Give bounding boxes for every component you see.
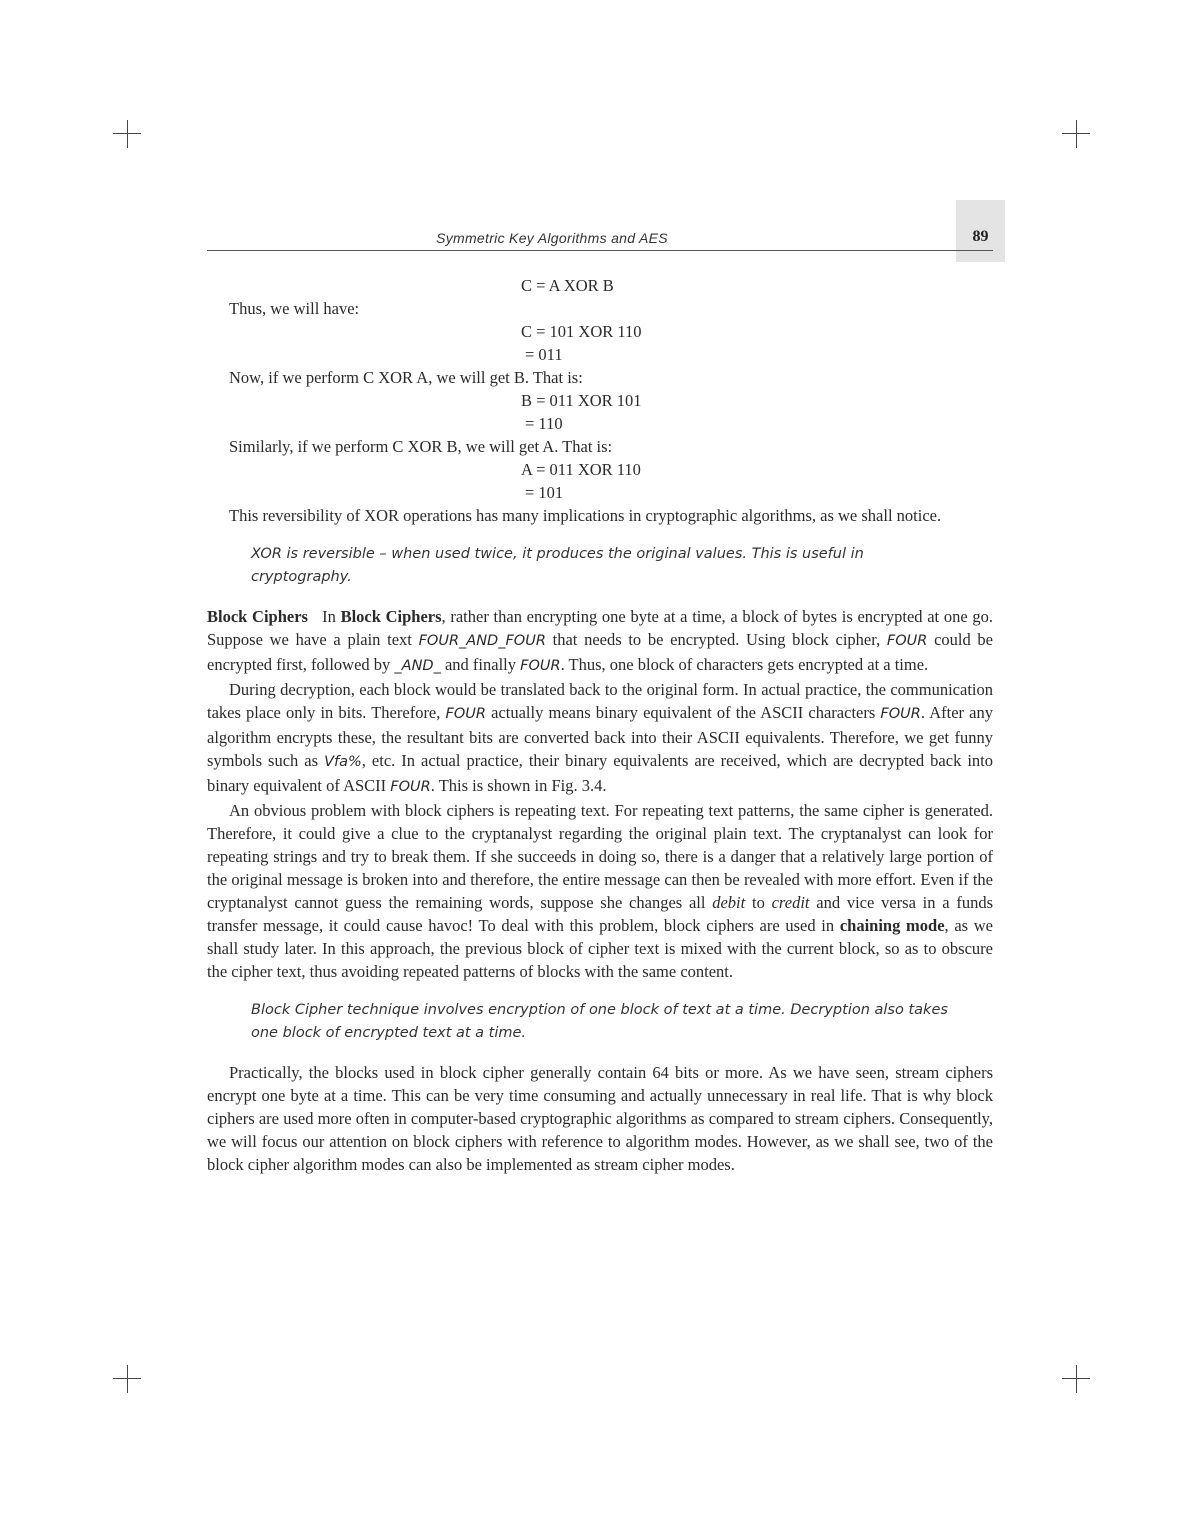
- section-heading: Block Ciphers: [207, 607, 308, 626]
- code-term: Vfa%: [324, 754, 362, 770]
- header-rule: [207, 250, 993, 251]
- paragraph-reversibility: This reversibility of XOR operations has many implications in cryptographic algorithms, as we shall notice.: [229, 506, 942, 525]
- code-term: FOUR_AND_FOUR: [418, 633, 546, 649]
- code-term: FOUR: [886, 633, 928, 649]
- equation-line: = 101: [525, 483, 564, 502]
- key-point-note: XOR is reversible – when used twice, it produces the original values. This is useful in cryptography.: [251, 546, 864, 585]
- lead-text: Thus, we will have:: [229, 299, 360, 318]
- equation-line: A = 011 XOR 110: [521, 460, 641, 479]
- italic-term: debit: [712, 893, 746, 912]
- code-term: FOUR: [520, 658, 561, 674]
- equation-line: B = 011 XOR 101: [521, 391, 642, 410]
- equation-line: = 110: [525, 414, 563, 433]
- bold-term: Block Ciphers: [340, 607, 442, 626]
- text-run: could be encrypted first, followed by: [207, 630, 993, 674]
- equation-line: = 011: [525, 345, 563, 364]
- page-body: [207, 274, 993, 1176]
- code-term: FOUR: [445, 706, 486, 722]
- crop-mark-top-right: [1062, 120, 1090, 148]
- text-run: . Thus, one block of characters gets encrypted at a time.: [560, 655, 929, 674]
- page-number: 89: [972, 228, 989, 245]
- paragraph-decryption: [207, 678, 993, 799]
- italic-term: credit: [771, 893, 810, 912]
- text-run: actually means binary equivalent of the ASCII characters: [491, 703, 876, 722]
- lead-text: Similarly, if we perform C XOR B, we will get A. That is:: [229, 437, 613, 456]
- code-term: FOUR: [880, 706, 921, 722]
- text-run: , rather than encrypting one byte at a time, a block of bytes is encrypted at one go. Suppose we have a plain text: [207, 607, 993, 649]
- text-run: . This is shown in Fig. 3.4.: [430, 776, 607, 795]
- text-run: that needs to be encrypted. Using block cipher,: [552, 630, 881, 649]
- text-run: During decryption, each block would be translated back to the original form. In actual practice, the communication takes place only in bits. Therefore,: [207, 680, 993, 722]
- crop-mark-bottom-right: [1062, 1365, 1090, 1393]
- running-title: Symmetric Key Algorithms and AES: [436, 230, 668, 246]
- paragraph-practically: Practically, the blocks used in block cipher generally contain 64 bits or more. As we have seen, stream ciphers encrypt one byte at a time. This can be very time consuming and actually unnecessary in real life. That is why block ciphers are used more often in computer-based cryptographic algorithms as compared to stream ciphers. Consequently, we will focus our attention on block ciphers with reference to algorithm modes. However, as we shall see, two of the block cipher algorithm modes can also be implemented as stream cipher modes.: [207, 1063, 993, 1174]
- key-point-note: Block Cipher technique involves encryption of one block of text at a time. Decryption also takes one block of encrypted text at a time.: [251, 1002, 948, 1041]
- crop-mark-top-left: [113, 120, 141, 148]
- paragraph-repeating-text: [207, 799, 993, 983]
- text-run: and finally: [444, 655, 516, 674]
- text-run: . After any algorithm encrypts these, the resultant bits are converted back into their ASCII equivalents. Therefore, we get funny symbols such as: [207, 703, 993, 770]
- text-run: , as we shall study later. In this approach, the previous block of cipher text is mixed with the current block, so as to obscure the cipher text, thus avoiding repeated patterns of blocks with the same content.: [207, 916, 993, 981]
- text-run: , etc. In actual practice, their binary equivalents are received, which are decrypted back into binary equivalent of ASCII: [207, 751, 994, 795]
- crop-mark-bottom-left: [113, 1365, 141, 1393]
- text-run: and vice versa in a funds transfer message, it could cause havoc! To deal with this problem, block ciphers are used in: [207, 893, 994, 935]
- equation-line: C = A XOR B: [521, 276, 614, 295]
- lead-text: Now, if we perform C XOR A, we will get B. That is:: [229, 368, 583, 387]
- code-term: FOUR: [390, 779, 431, 795]
- paragraph-block-ciphers-intro: [207, 605, 993, 678]
- text-run: to: [752, 893, 765, 912]
- code-term: _AND_: [394, 658, 441, 674]
- bold-term: chaining mode: [839, 916, 945, 935]
- text-run: An obvious problem with block ciphers is repeating text. For repeating text patterns, the same cipher is generated. Therefore, it could give a clue to the cryptanalyst regarding the original plain text. The cryptanalyst can look for repeating strings and try to break them. If she succeeds in doing so, there is a danger that a relatively large portion of the original message is broken into and therefore, the entire message can then be revealed with more effort. Even if the cryptanalyst cannot guess the remaining words, suppose she changes all: [207, 801, 993, 912]
- equation-line: C = 101 XOR 110: [521, 322, 642, 341]
- text-run: In: [322, 607, 336, 626]
